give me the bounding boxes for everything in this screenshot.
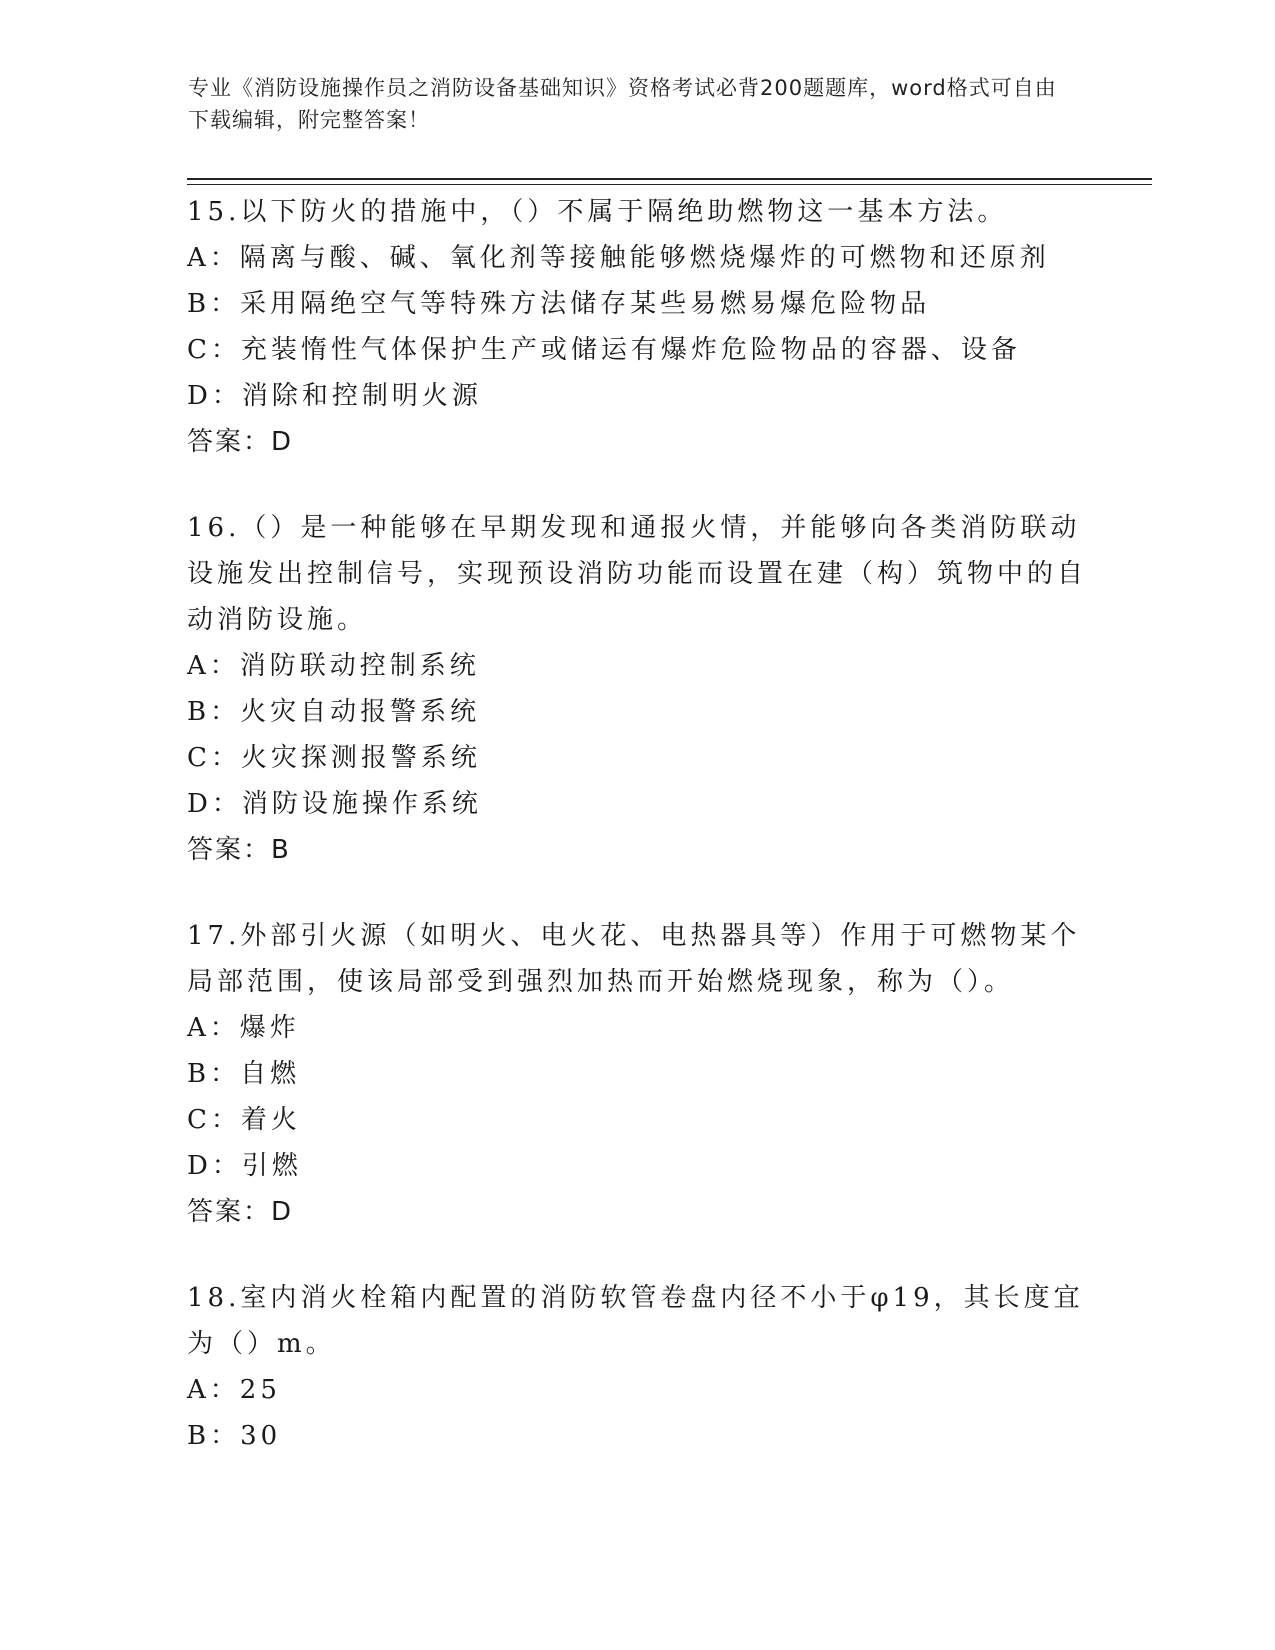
option-b: B：采用隔绝空气等特殊方法储存某些易燃易爆危险物品 bbox=[187, 289, 931, 319]
header-divider-thick bbox=[187, 178, 1152, 180]
option-c: C：着火 bbox=[187, 1105, 301, 1135]
option-c: C：充装惰性气体保护生产或储运有爆炸危险物品的容器、设备 bbox=[187, 335, 1021, 365]
option-a: A：消防联动控制系统 bbox=[187, 651, 480, 681]
option-b: B：自燃 bbox=[187, 1059, 301, 1089]
document-header: 专业《消防设施操作员之消防设备基础知识》资格考试必背200题题库，word格式可自由下载编辑，附完整答案！ bbox=[188, 76, 1057, 132]
option-c: C：火灾探测报警系统 bbox=[187, 743, 481, 773]
question-16 bbox=[187, 505, 1087, 873]
question-17 bbox=[187, 913, 1087, 1235]
question-stem: 17.外部引火源（如明火、电火花、电热器具等）作用于可燃物某个局部范围，使该局部受到强烈加热而开始燃烧现象，称为（）。 bbox=[187, 921, 1081, 997]
option-a: A：隔离与酸、碱、氧化剂等接触能够燃烧爆炸的可燃物和还原剂 bbox=[187, 243, 1050, 273]
header-divider-thin bbox=[187, 184, 1152, 185]
answer: 答案：D bbox=[187, 427, 294, 457]
answer: 答案：D bbox=[187, 1197, 294, 1227]
option-b: B：30 bbox=[187, 1421, 282, 1451]
option-b: B：火灾自动报警系统 bbox=[187, 697, 481, 727]
answer: 答案：B bbox=[187, 835, 291, 865]
question-stem: 15.以下防火的措施中，（）不属于隔绝助燃物这一基本方法。 bbox=[187, 197, 1008, 227]
option-a: A：爆炸 bbox=[187, 1013, 300, 1043]
question-stem: 18.室内消火栓箱内配置的消防软管卷盘内径不小于φ19，其长度宜为（）m。 bbox=[187, 1283, 1084, 1359]
option-d: D：消防设施操作系统 bbox=[187, 789, 482, 819]
option-d: D：引燃 bbox=[187, 1151, 302, 1181]
option-a: A：25 bbox=[187, 1375, 281, 1405]
question-list bbox=[187, 189, 1087, 1499]
question-stem: 16.（）是一种能够在早期发现和通报火情，并能够向各类消防联动设施发出控制信号，实现预设消防功能而设置在建（构）筑物中的自动消防设施。 bbox=[187, 513, 1088, 635]
question-15 bbox=[187, 189, 1087, 465]
question-18 bbox=[187, 1275, 1087, 1459]
option-d: D：消除和控制明火源 bbox=[187, 381, 482, 411]
